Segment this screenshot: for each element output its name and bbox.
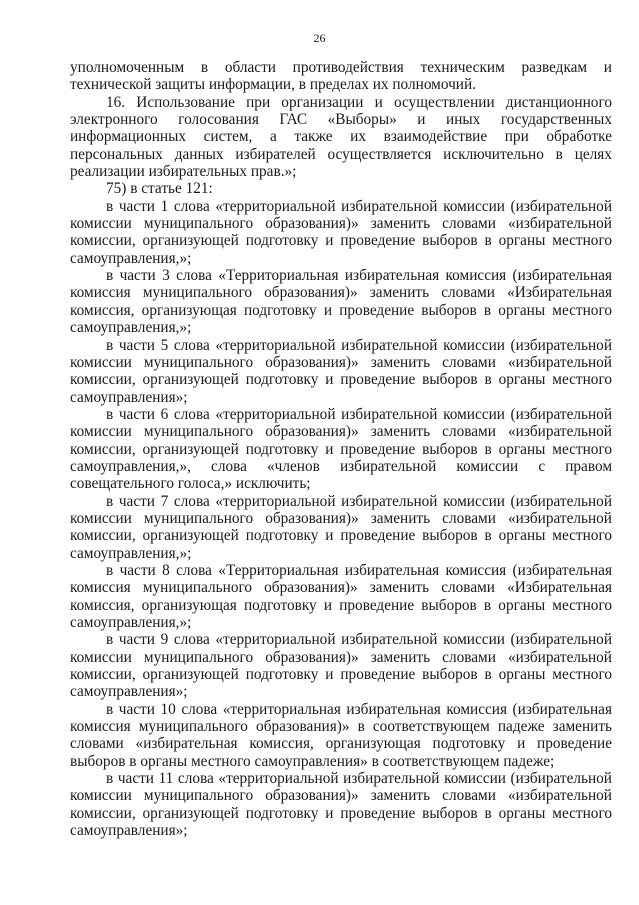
- paragraph: в части 3 слова «Территориальная избирательная комиссия (избирательная комиссия муниципального образования)» заменить словами «Избирательная комиссия, организующая подготовку и проведение выборов в органы местного самоуправления,»;: [70, 267, 612, 337]
- paragraph: в части 6 слова «территориальной избирательной комиссии (избирательной комиссии муниципального образования)» заменить словами «избирательной комиссии, организующей подготовку и проведение выборов в органы местного самоуправления,», слова «членов избирательной комиссии с правом совещательного голоса,» исключить;: [70, 405, 612, 493]
- paragraph: в части 5 слова «территориальной избирательной комиссии (избирательной комиссии муниципального образования)» заменить словами «избирательной комиссии, организующей подготовку и проведение выборов в органы местного самоуправления»;: [70, 336, 612, 406]
- paragraph: 75) в статье 121:: [106, 180, 213, 198]
- paragraph: в части 11 слова «территориальной избирательной комиссии (избирательной комиссии муниципального образования)» заменить словами «избирательной комиссии, организующей подготовку и проведение выборов в органы местного самоуправления»;: [70, 770, 612, 840]
- paragraph: 16. Использование при организации и осуществлении дистанционного электронного голосования ГАС «Выборы» и иных государственных информационных систем, а также их взаимодействие при обработке персональных данных избирателей осуществляется исключительно в целях реализации избирательных прав.»;: [70, 93, 612, 181]
- document-body: [70, 59, 612, 839]
- page-number: 26: [313, 31, 326, 45]
- paragraph: в части 7 слова «территориальной избирательной комиссии (избирательной комиссии муниципального образования)» заменить словами «избирательной комиссии, организующей подготовку и проведение выборов в органы местного самоуправления,»;: [70, 492, 612, 562]
- paragraph: в части 8 слова «Территориальная избирательная комиссия (избирательная комиссия муниципального образования)» заменить словами «Избирательная комиссия, организующая подготовку и проведение выборов в органы местного самоуправления,»;: [70, 561, 612, 631]
- paragraph: в части 9 слова «территориальной избирательной комиссии (избирательной комиссии муниципального образования)» заменить словами «избирательной комиссии, организующей подготовку и проведение выборов в органы местного самоуправления»;: [70, 631, 612, 701]
- paragraph: уполномоченным в области противодействия техническим разведкам и технической защиты информации, в пределах их полномочий.: [70, 59, 612, 94]
- paragraph: в части 1 слова «территориальной избирательной комиссии (избирательной комиссии муниципального образования)» заменить словами «избирательной комиссии, организующей подготовку и проведение выборов в органы местного самоуправления,»;: [70, 197, 612, 267]
- paragraph: в части 10 слова «территориальная избирательная комиссия (избирательная комиссия муниципального образования)» в соответствующем падеже заменить словами «избирательная комиссия, организующая подготовку и проведение выборов в органы местного самоуправления» в соответствующем падеже;: [70, 700, 612, 770]
